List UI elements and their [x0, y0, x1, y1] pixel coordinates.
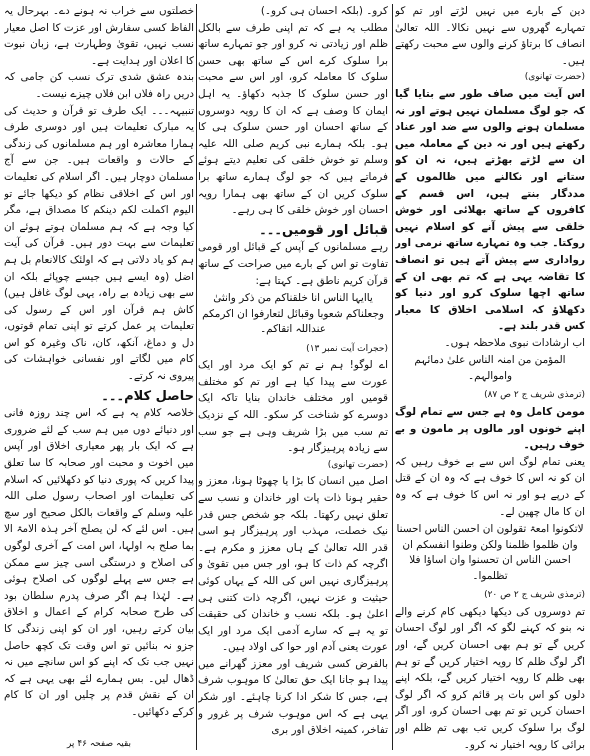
- paragraph: یعنی تمام لوگ اس سے بے خوف رہیں کہ ان کو نہ اس کا خوف ہے کہ وہ ان کے قتل کے درپے ہو اور نہ اس کا خوف ہے کہ وہ ان کا مال چھین لے۔: [395, 455, 585, 518]
- paragraph: اب ارشادات نبوی ملاحظہ ہوں۔: [444, 336, 585, 349]
- middle-column: [198, 3, 388, 753]
- column-divider: [196, 4, 197, 750]
- section-heading: حاصل کلام۔۔۔: [101, 388, 194, 404]
- paragraph: رہے مسلمانوں کے آپس کے قبائل اور قومی تفاوت تو اس کے بارے میں صراحت کے ساتھ قرآن کریم ناطق ہے۔ کہتا ہے:: [198, 241, 388, 287]
- citation: (ترمذی شریف ج ۲ ص ۸۷): [484, 390, 585, 401]
- continued-note: بقیہ صفحہ ۴۶ پر: [66, 739, 132, 749]
- persian-verse: بندہ عشق شدی ترک نسب کن جامی کہ دریں راہ فلاں ابن فلاں چیزے نیست۔: [4, 71, 194, 100]
- paragraph: تنبیہہ۔۔۔ ایک طرف تو قرآن و حدیث کی یہ مبارک تعلیمات ہیں اور دوسری طرف ہمارا معاشرہ اور ہم مسلمانوں کی زندگی کے حالات و واقعات ہیں۔ جن سے آج مسلمان دوچار ہیں۔ اگر اسلام کی تعلیمات اور اس کے اخلاقی نظام کو دیکھا جائے تو الیوم اکملت لکم دینکم کا مصداق ہے، مگر کیا وجہ ہے کہ ہم مسلمان ہوتے ہوئے ان تعلیمات سے بہت دور ہیں۔ قرآن کی آیت ہم کو یاد دلاتی ہے کہ اولئک کالانعام بل ہم اضل (وہ ایسے ہیں جیسے چوپائے بلکہ ان سے بھی زیادہ بے راہ، یہی لوگ غافل ہیں) کاش ہم قرآن اور اس کے رسول کی تعلیمات پر عمل کرتے تو اپنی تمام قوتوں، دل و دماغ، آنکھ، کان، ناک وغیرہ کو اس کام میں لگاتے اور نفسانی خواہشات کی پیروی نہ کرتے۔: [4, 104, 194, 383]
- paragraph: تم دوسروں کی دیکھا دیکھی کام کرنے والے نہ بنو کہ کہنے لگو کہ اگر اور لوگ احسان کریں گے تو ہم بھی احسان کریں گے، اور اگر لوگ ظلم کا رویہ اختیار کریں گے تو ہم بھی ظلم کا رویہ اختیار کریں گے، بلکہ اپنے دلوں کو اس بات پر قائم کرو کہ اگر لوگ احسان کریں تو تم بھی احسان کرو، اور اگر لوگ برا سلوک کریں تب بھی تم ظلم اور برائی کا رویہ اختیار نہ کرو۔: [395, 605, 585, 751]
- paragraph: دین کے بارے میں نہیں لڑتے اور تم کو تمہارے گھروں سے نہیں نکالا۔ اللہ تعالیٰ انصاف کا برتاؤ کرنے والوں سے محبت رکھتے ہیں۔: [395, 5, 585, 67]
- left-column: [4, 3, 194, 753]
- right-column: [395, 3, 585, 753]
- paragraph: خصلتوں سے خراب نہ ہونے دے۔ بہرحال یہ الفاظ کسی سفارش اور عزت کا اصل معیار نسب نہیں، تقویٰ وطہارت ہے، زبان نبوت کا اعلان اور ہدایت ہے۔: [4, 5, 194, 67]
- arabic-quote: یاایہا الناس انا خلقناکم من ذکر وانثیٰ وجعلناکم شعوبا وقبائل لتعارفوا ان اکرمکم عنداللہ اتقاکم۔: [202, 292, 384, 336]
- arabic-quote: لاتکونوا امعۃ تقولون ان احسن الناس احسنا وان ظلموا ظلمنا ولکن وطنوا انفسکم ان احسن الناس ان تحسنوا وان اساؤا فلا تظلموا۔: [396, 523, 584, 582]
- citation: (حجرات آیت نمبر ۱۳): [306, 343, 388, 354]
- paragraph: مطلب یہ ہے کہ تم اپنی طرف سے بالکل ظلم اور زیادتی نہ کرو اور جو تمہارے ساتھ برا سلوک کرے اس کے ساتھ بھی حسن سلوک کا معاملہ کرو، اور اس سے محبت اور حسن سلوک کا جذبہ دکھاؤ۔ یہ اہل ایمان کا وصف ہے کہ ان کا رویہ دوسروں کے ساتھ احسان اور حسن سلوک ہی کا ہو۔ بلکہ ہمارے نبی کریم صلی اللہ علیہ وسلم تو خوش خلقی کی تعلیم دیتے ہوئے فرماتے ہیں کہ جو لوگ ہمارے ساتھ برا سلوک کریں ان کے ساتھ بھی ہمارا رویہ احسان اور خوش خلقی کا ہی رہے۔: [198, 21, 388, 217]
- citation: (حضرت تھانوی): [524, 72, 585, 83]
- paragraph: اے لوگو! ہم نے تم کو ایک مرد اور ایک عورت سے پیدا کیا ہے اور تم کو مختلف قومیں اور مختلف خاندان بنایا تاکہ ایک دوسرے کو شناخت کر سکو۔ اللہ کے نزدیک تم سب میں بڑا شریف وہی ہے جو سب سے زیادہ پرہیزگار ہو۔: [198, 359, 388, 455]
- paragraph: اس آیت میں صاف طور سے بتایا گیا کہ جو لوگ مسلمان نہیں ہوتے اور نہ مسلمان ہونے والوں سے ضد اور عناد رکھتے ہیں اور نہ دین کے معاملہ میں ان سے لڑتے بھڑتے ہیں، نہ ان کو ستانے اور نکالنے میں ظالموں کے مددگار بنتے ہیں، اس قسم کے کافروں کے ساتھ بھلائی اور خوش خلقی سے پیش آنے کو اسلام نہیں روکتا۔ جب وہ تمہارے ساتھ نرمی اور رواداری سے پیش آتے ہیں تو انصاف کا تقاضہ یہی ہے کہ تم بھی ان کے ساتھ اچھا سلوک کرو اور دنیا کو دکھلاؤ کہ اسلامی اخلاق کا معیار کس قدر بلند ہے۔: [395, 87, 585, 333]
- paragraph: اصل میں انسان کا بڑا یا چھوٹا ہونا، معزز و حقیر ہونا ذات پات اور خاندان و نسب سے تعلق نہیں رکھتا۔ بلکہ جو شخص جس قدر نیک خصلت، مہذب اور پرہیزگار ہو اسی قدر اللہ تعالیٰ کے ہاں معزز و مکرم ہے۔ اگرچہ کم ذات کا ہو، اور جس میں تقویٰ و پرہیزگاری نہیں اس کی اللہ کے یہاں کوئی حیثیت و عزت نہیں، اگرچہ ذات کتنی ہی اعلیٰ ہو۔ بلکہ نسب و خاندان کی حقیقت تو یہ ہے کہ سارے آدمی ایک مرد اور ایک عورت یعنی آدم اور حوا کی اولاد ہیں۔: [198, 475, 388, 654]
- paragraph: خلاصہ کلام یہ ہے کہ اس چند روزہ فانی اور دنیائے دوں میں ہم سب کے لئے ضروری ہے کہ ایک بار پھر معیاری اخلاق اور آپس میں اخوت و محبت اور صحابہ کا سا تعلق پیدا کریں کہ پوری دنیا کو دکھلائیں کہ اسلام کی تعلیمات اور اصحاب رسول صلی اللہ علیہ وسلم کے واقعات بالکل صحیح اور سچ ہیں۔ اس لئے کہ لن یصلح آخر ہذہ الامۃ الا بما صلح بہ اولہا، اس امت کے آخری لوگوں کی اصلاح و درستگی اسی چیز سے ممکن ہے جس سے پہلے لوگوں کی اصلاح ہوئی ہے۔ لہٰذا ہم اگر صرف پدرم سلطان بود کی طرح صحابہ کرام کے اعمال و اخلاق بیان کرتے رہیں، اور ان کو اپنی زندگی کا جزو نہ بنائیں تو اس وقت تک کچھ حاصل نہیں جب تک کہ اپنے کو اس سانچے میں نہ ڈھال لیں۔ بس ہمارے لئے بھی یہی ہے کہ ان کے نقش قدم پر چلیں اور ان کا کام کرکے دکھائیں۔: [4, 407, 194, 718]
- section-heading: قبائل اور قومیں۔۔۔: [259, 222, 388, 238]
- citation: (حضرت تھانوی): [327, 459, 388, 470]
- paragraph: بالفرض کسی شریف اور معزز گھرانے میں پیدا ہو جانا ایک حق تعالیٰ کا موہوب شرف ہے، جس کا شکر ادا کرنا چاہئے۔ اور شکر یہی ہے کہ اس موہوب شرف پر غرور و تفاخر، کمینہ اخلاق اور بری: [198, 657, 388, 737]
- column-divider: [392, 4, 393, 750]
- arabic-quote: المؤمن من امنہ الناس علیٰ دمائہم واموالہم۔: [414, 354, 566, 382]
- citation: (ترمذی شریف ج ۲ ص ۲۰): [484, 590, 585, 601]
- paragraph: مومن کامل وہ ہے جس سے تمام لوگ اپنے خونوں اور مالوں پر مامون و بے خوف رہیں۔: [395, 406, 585, 452]
- paragraph: کرو۔ (بلکہ احسان ہی کرو۔): [260, 5, 388, 17]
